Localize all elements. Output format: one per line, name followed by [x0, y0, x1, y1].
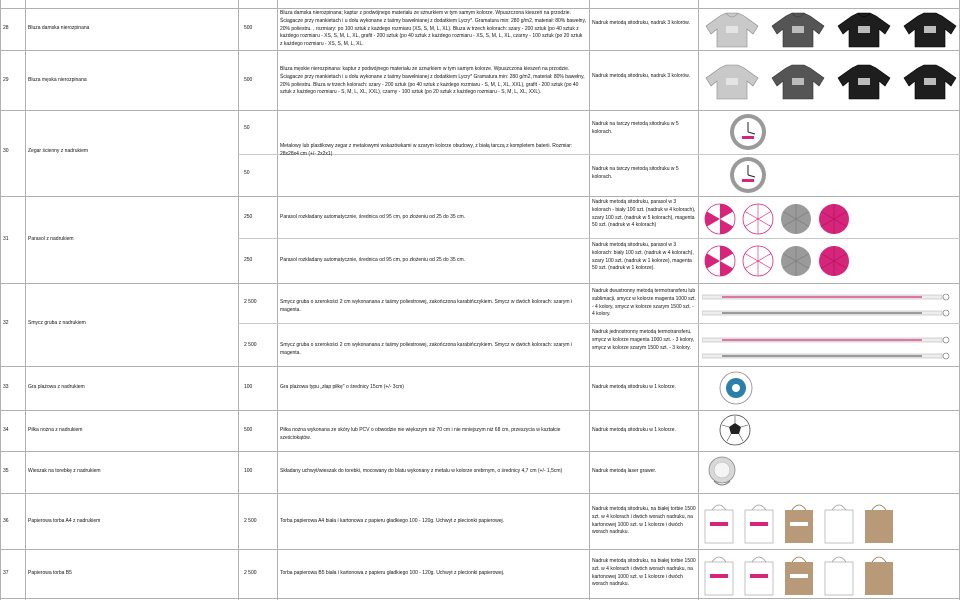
item-quantity: 250 — [244, 214, 253, 220]
paper-bag-icon — [782, 552, 816, 596]
row-number: 37 — [3, 570, 9, 576]
item-quantity: 2 500 — [244, 570, 257, 576]
hoodie-icon — [834, 64, 894, 100]
row-number: 36 — [3, 518, 9, 524]
item-description: Smycz gruba o szerokości 2 cm wykonanana z taśmy poliestrowej, zakończona karabińczykiem. Smycz w dwóch kolorach: szarym i magenta. — [280, 299, 573, 313]
hoodie-icon — [900, 64, 960, 100]
item-description: Torba papierowa B5 biała i kartonowa z papieru gładkiego 100 - 120g. Uchwyt z plecionki papierowej. — [280, 570, 505, 576]
grid-line — [0, 366, 960, 367]
item-name: Papierowa torba B5 — [28, 570, 72, 576]
hoodie-icon — [834, 12, 894, 48]
item-quantity: 100 — [244, 468, 253, 474]
grid-line — [0, 493, 960, 494]
grid-line — [25, 0, 26, 600]
item-name: Papierowa torba A4 z nadrukiem — [28, 518, 101, 524]
product-images — [704, 203, 850, 235]
item-name: Smycz gruba z nadrukiem — [28, 320, 86, 326]
grid-line — [238, 238, 960, 239]
item-description: Bluza męskie nierozpinana: kaptur z podwójnego materiału ze sznurkiem w tym samym kolorze. Wpuszczona kieszeń na przodzie. Ściągacze przy mankietach i u dołu wykonane z taśmy bawełnianej z dodatkiem Lycry* Gramatura min: 280 g/m2, materiał: 80% bawełny, 20% poliestru. Bluza w trzech kolorach: szary - 200 sztuk (po 40 sztuk z każdego rozmiaru - S, M, L, XL, XXL), grafit - 200 sztuk (po 40 sztuk z każdego rozmiaru - S, M, L, XL, XXL), czarny - 100 sztuk (po 20 sztuk z każdego rozmiaru - S, M, L, XL, XXL). — [280, 66, 585, 96]
product-images — [702, 552, 896, 596]
item-quantity: 2 500 — [244, 518, 257, 524]
item-print-method: Nadruk metodą sitodruku, na białej torbie 1500 szt. w 4 kolorach i dwóch worach nadruku, na kartonowej 1000 szt. w 1 kolorze i dwóch worach nadruku. — [592, 558, 696, 588]
product-images — [728, 112, 768, 152]
item-print-method: Nadruk metodą laser grawer. — [592, 468, 657, 474]
item-quantity: 500 — [244, 427, 253, 433]
grid-line — [0, 549, 960, 550]
product-images — [718, 413, 752, 447]
item-quantity: 50 — [244, 125, 250, 131]
clock-icon — [728, 112, 768, 152]
lanyard-icon — [702, 309, 952, 317]
grid-line — [238, 0, 239, 600]
item-print-method: Nadruk metodą sitodruku, na białej torbie 1500 szt. w 4 kolorach i dwóch worach nadruku, na kartonowej 1000 szt. w 1 kolorze i dwóch worach nadruku. — [592, 506, 696, 536]
item-quantity: 500 — [244, 25, 253, 31]
hoodie-icon — [768, 12, 828, 48]
grid-line — [0, 598, 960, 599]
grid-line — [0, 410, 960, 411]
item-description: Parasol rozkładany automatycznie, średnica od 95 cm, po złożeniu od 25 do 35 cm. — [280, 257, 466, 263]
paper-bag-icon — [742, 552, 776, 596]
item-quantity: 500 — [244, 77, 253, 83]
item-print-method: Nadruk metodą sitodruku w 1 kolorze. — [592, 384, 676, 390]
item-description: Torba papierowa A4 biała i kartonowa z papieru gładkiego 100 - 120g. Uchwyt z plecionki papierowej. — [280, 518, 505, 524]
product-images — [704, 455, 740, 489]
product-images — [702, 64, 960, 100]
clock-icon — [728, 156, 768, 194]
row-number: 28 — [3, 25, 9, 31]
umbrella-icon — [742, 245, 774, 277]
item-print-method: Nadruk jednostronny metodą termotransferu, smycz w kolorze magenta 1000 szt. - 3 kolory, smycz w kolorze szarym 1500 szt. - 3 kolory. — [592, 329, 695, 351]
product-images — [728, 156, 768, 194]
row-number: 30 — [3, 148, 9, 154]
item-description: Składany uchwyt/wieszak do torebki, mocowany do blatu wykonany z metalu w kolorze srebrnym, o średnicy 4,7 cm (+/- 1,5cm) — [280, 468, 563, 474]
grid-line — [0, 0, 1, 600]
lanyard-icon — [702, 293, 952, 301]
row-number: 29 — [3, 77, 9, 83]
grid-line — [0, 50, 960, 51]
grid-line — [0, 283, 960, 284]
item-description: Piłka nożna wykonana ze skóry lub PCV o obwodzie nie większym niż 70 cm i nie mniejszym niż 68 cm, przeszycia w kształcie sześciokątów. — [280, 427, 561, 441]
item-print-method: Nadruk metodą sitodruku, nadruk 3 kolorów. — [592, 20, 690, 26]
paper-bag-icon — [822, 552, 856, 596]
row-number: 31 — [3, 236, 9, 242]
umbrella-icon — [704, 245, 736, 277]
item-description: Bluza damska nierozpinana; kaptur z podwójnego materiału ze sznurkiem w tym samym kolorze. Wpuszczona kieszeń na przodzie. Ściągacze przy mankietach i u dołu wykonane z taśmy bawełnianej z dodatkiem Lycry*. Gramatura min: 280 g/m2, materiał: 80% bawełny, 20% poliestru. , rozmiary: po 100 sztuk z każdego rozmiaru (XS, S, M, L, XL). Bluza w trzech kolorach: szary - 200 sztuk (po 40 sztuk z każdego rozmiaru - XS, S, M, L, XL, grafit - 200 sztuk (po 40 sztuk z każdego rozmiaru - XS, S, M, L, XL, czarny - 100 sztuk (po 20 sztuk z każdego rozmiaru - XS, S, M, L, XL. — [280, 10, 586, 47]
grid-line — [589, 0, 590, 600]
paper-bag-icon — [702, 500, 736, 544]
item-name: Gra plażowa z nadrukiem — [28, 384, 85, 390]
paper-bag-icon — [822, 500, 856, 544]
grid-line — [0, 451, 960, 452]
row-number: 35 — [3, 468, 9, 474]
item-name: Wieszak na torebkę z nadrukiem — [28, 468, 101, 474]
item-print-method: Nadruk metodą sitodruku w 1 kolorze. — [592, 427, 676, 433]
item-quantity: 2 500 — [244, 299, 257, 305]
item-quantity: 100 — [244, 384, 253, 390]
grid-line — [0, 8, 960, 9]
umbrella-icon — [704, 203, 736, 235]
paper-bag-icon — [702, 552, 736, 596]
item-print-method: Nadruk metodą sitodruku, nadruk 3 kolorów. — [592, 73, 690, 79]
grid-line — [0, 196, 960, 197]
item-name: Parasol z nadrukiem — [28, 236, 74, 242]
product-images — [704, 245, 850, 277]
product-images — [702, 12, 960, 48]
product-images — [702, 336, 952, 360]
item-print-method: Nadruk dwustronny metodą termotransferu lub sublimacji, smycz w kolorze magenta 1000 szt. - 4 kolory, smycz w kolorze szarym 1500 szt. - 4 kolory. — [592, 288, 696, 318]
lanyard-icon — [702, 336, 952, 344]
paper-bag-icon — [862, 552, 896, 596]
item-description: Metalowy lub plastikowy zegar z metalowymi wskazówkami w szarym kolorze obudowy, z białą tarczą z kompletem baterii. Rozmiar: 28x28x4 cm (+/- 2x2x1) — [280, 143, 573, 157]
hoodie-icon — [702, 12, 762, 48]
item-quantity: 250 — [244, 257, 253, 263]
football-icon — [718, 413, 752, 447]
row-number: 33 — [3, 384, 9, 390]
item-quantity: 2 500 — [244, 342, 257, 348]
item-description: Smycz gruba o szerokości 2 cm wykonanana z taśmy poliestrowej, zakończona karabińczykiem. Smycz w dwóch kolorach: szarym i magenta. — [280, 342, 573, 356]
product-images — [702, 500, 896, 544]
item-print-method: Nadruk metodą sitodruku, parasol w 3 kolorach - biały 100 szt. (nadruk w 4 kolorach), szary 100 szt. (nadruk w 5 kolorach), magenta 50 szt. (nadruk w 4 kolorach) — [592, 199, 696, 229]
item-print-method: Nadruk na tarczy metodą sitodruku w 5 kolorach. — [592, 166, 679, 180]
hoodie-icon — [702, 64, 762, 100]
item-description: Parasol rozkładany automatycznie, średnica od 95 cm, po złożeniu od 25 do 35 cm. — [280, 214, 466, 220]
hoodie-icon — [768, 64, 828, 100]
paper-bag-icon — [862, 500, 896, 544]
grid-line — [238, 323, 960, 324]
bag-hook-icon — [704, 455, 740, 489]
grid-line — [0, 110, 960, 111]
row-number: 34 — [3, 427, 9, 433]
umbrella-icon — [780, 245, 812, 277]
umbrella-icon — [780, 203, 812, 235]
product-images — [702, 293, 952, 317]
lanyard-icon — [702, 352, 952, 360]
paper-bag-icon — [782, 500, 816, 544]
umbrella-icon — [818, 203, 850, 235]
item-description: Gra plażowa typu „złap piłkę" o średnicy 15cm (+/- 3cm) — [280, 384, 404, 390]
umbrella-icon — [742, 203, 774, 235]
grid-line — [698, 0, 699, 600]
hoodie-icon — [900, 12, 960, 48]
item-print-method: Nadruk na tarczy metodą sitodruku w 5 kolorach. — [592, 121, 679, 135]
row-number: 32 — [3, 320, 9, 326]
umbrella-icon — [818, 245, 850, 277]
paper-bag-icon — [742, 500, 776, 544]
item-name: Zegar ścienny z nadrukiem — [28, 148, 89, 154]
item-name: Bluza męska nierozpinana — [28, 77, 87, 83]
item-quantity: 50 — [244, 170, 250, 176]
frisbee-icon — [718, 370, 754, 406]
item-name: Piłka nożna z nadrukiem — [28, 427, 83, 433]
item-name: Bluza damska nierozpinana — [28, 25, 90, 31]
grid-line — [277, 0, 278, 600]
item-print-method: Nadruk metodą sitodruku, parasol w 3 kolorach: biały 100 szt. (nadruk w 4 kolorach), szary 100 szt. (nadruk w 1 kolorze), magenta 50 szt. (nadruk w 1 kolorze). — [592, 242, 694, 272]
product-images — [718, 370, 754, 406]
